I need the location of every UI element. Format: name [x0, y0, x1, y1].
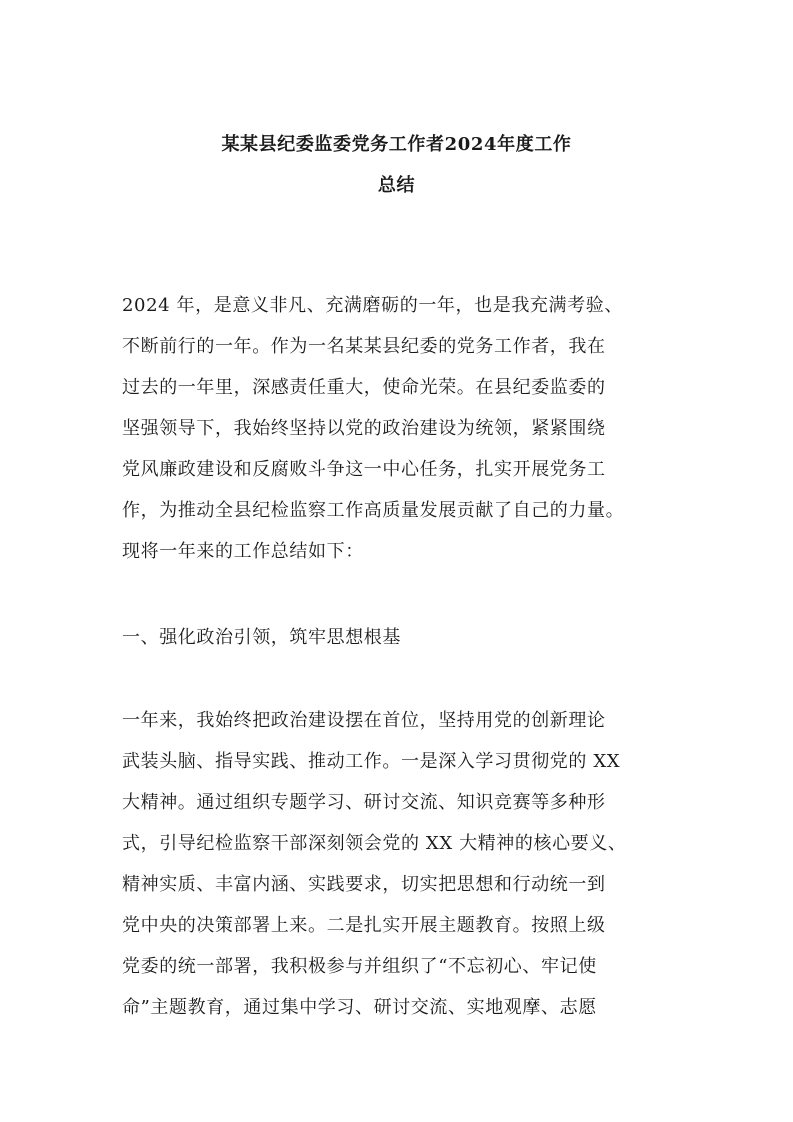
text-line: 党中央的决策部署上来。二是扎实开展主题教育。按照上级: [122, 915, 606, 936]
text-line: 命”主题教育，通过集中学习、研讨交流、实地观摩、志愿: [122, 997, 597, 1018]
text-line: 2024 年，是意义非凡、充满磨砺的一年，也是我充满考验、: [122, 295, 623, 316]
text-line: 作，为推动全县纪检监察工作高质量发展贡献了自己的力量。: [122, 500, 625, 521]
body-paragraph: [122, 700, 722, 1028]
text-line: 精神实质、丰富内涵、实践要求，切实把思想和行动统一到: [122, 874, 606, 895]
document-title: [100, 124, 693, 206]
text-line: 不断前行的一年。作为一名某某县纪委的党务工作者，我在: [122, 336, 606, 357]
text-line: 大精神。通过组织专题学习、研讨交流、知识竞赛等多种形: [122, 792, 606, 813]
text-line: 党风廉政建设和反腐败斗争这一中心任务，扎实开展党务工: [122, 459, 606, 480]
text-line: 一年来，我始终把政治建设摆在首位，坚持用党的创新理论: [122, 710, 606, 731]
text-line: 现将一年来的工作总结如下：: [122, 541, 364, 562]
text-line: 武装头脑、指导实践、推动工作。一是深入学习贯彻党的 XX: [122, 751, 621, 772]
section-heading: [122, 617, 722, 658]
title-line: 某某县纪委监委党务工作者2024年度工作: [221, 134, 572, 155]
text-line: 过去的一年里，深感责任重大，使命光荣。在县纪委监委的: [122, 377, 606, 398]
text-line: 式，引导纪检监察干部深刻领会党的 XX 大精神的核心要义、: [122, 833, 627, 854]
text-line: 党委的统一部署，我积极参与并组织了“不忘初心、牢记使: [122, 956, 597, 977]
intro-paragraph: [122, 285, 722, 572]
text-line: 坚强领导下，我始终坚持以党的政治建设为统领，紧紧围绕: [122, 418, 606, 439]
text-line: 一、强化政治引领，筑牢思想根基: [122, 627, 401, 648]
title-line: 总结: [377, 175, 416, 196]
